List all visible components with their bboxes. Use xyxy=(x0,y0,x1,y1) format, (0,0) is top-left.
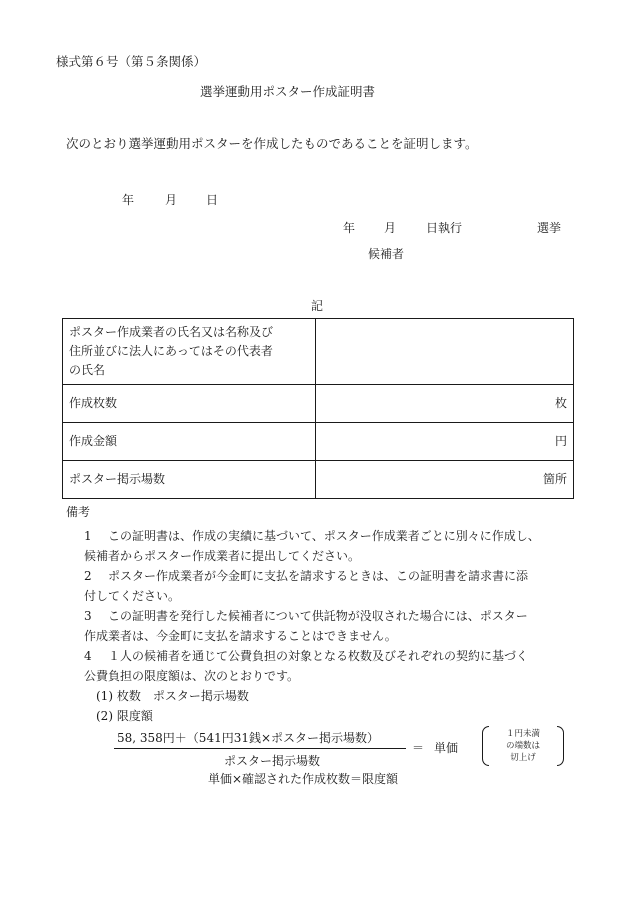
intro-statement: 次のとおり選挙運動用ポスターを作成したものであることを証明します。 xyxy=(66,136,478,151)
sub-item-limit: (2) 限度額 xyxy=(96,709,153,723)
remark-line: 付してください。 xyxy=(84,589,181,603)
amount-value[interactable] xyxy=(316,423,574,461)
remark-line: 候補者からポスター作成業者に提出してください。 xyxy=(84,549,361,563)
rounding-note-line: １円未満 xyxy=(505,729,540,739)
remark-number: 4 xyxy=(84,649,92,663)
sub-item-count: (1) 枚数 ポスター掲示場数 xyxy=(96,689,249,703)
table-row xyxy=(63,461,574,499)
formula-equals: ＝ xyxy=(412,741,425,755)
sites-value[interactable] xyxy=(316,461,574,499)
date-day: 日 xyxy=(206,193,219,207)
formula-limit: 単価×確認された作成枚数＝限度額 xyxy=(208,772,399,786)
remark-number: 2 xyxy=(84,569,92,583)
remark-line: この証明書を発行した候補者について供託物が没収された場合には、ポスター xyxy=(108,609,528,623)
election-year: 年 xyxy=(343,221,356,235)
remark-line: 公費負担の限度額は、次のとおりです。 xyxy=(84,669,300,683)
formula-result: 単価 xyxy=(434,741,459,755)
election-day-exec: 日執行 xyxy=(426,221,463,235)
remark-line: ポスター作成業者が今金町に支払を請求するときは、この証明書を請求書に添 xyxy=(108,569,529,583)
table-row xyxy=(63,423,574,461)
date-month: 月 xyxy=(165,193,178,207)
fraction-bar xyxy=(114,748,406,749)
formula-denominator: ポスター掲示場数 xyxy=(224,754,321,768)
remark-number: 1 xyxy=(84,529,92,543)
rounding-note-line: の端数は xyxy=(505,741,540,751)
election-month: 月 xyxy=(384,221,397,235)
rounding-note-line: 切上げ xyxy=(510,753,536,763)
table-row xyxy=(63,319,574,385)
amount-unit: 円 xyxy=(554,434,567,448)
label-line: 住所並びに法人にあってはその代表者 xyxy=(69,344,273,358)
sites-unit: 箇所 xyxy=(542,472,567,486)
right-paren-icon xyxy=(557,726,564,766)
remarks-heading: 備考 xyxy=(66,505,91,519)
left-paren-icon xyxy=(482,726,489,766)
remark-line: １人の候補者を通じて公費負担の対象となる枚数及びそれぞれの契約に基づく xyxy=(108,649,529,663)
remark-line: この証明書は、作成の実績に基づいて、ポスター作成業者ごとに別々に作成し、 xyxy=(108,529,540,543)
quantity-value[interactable] xyxy=(316,385,574,423)
amount-label: 作成金額 xyxy=(63,423,316,461)
date-year: 年 xyxy=(122,193,135,207)
maker-name-label xyxy=(63,319,316,385)
label-line: の氏名 xyxy=(69,363,106,377)
table-row xyxy=(63,385,574,423)
election-label: 選挙 xyxy=(537,221,562,235)
maker-name-value[interactable] xyxy=(316,319,574,385)
form-number: 様式第６号（第５条関係） xyxy=(56,54,207,69)
ki-heading: 記 xyxy=(311,299,324,313)
certificate-table xyxy=(62,318,574,499)
quantity-label: 作成枚数 xyxy=(63,385,316,423)
label-line: ポスター作成業者の氏名又は名称及び xyxy=(69,325,274,339)
quantity-unit: 枚 xyxy=(554,396,567,410)
rounding-note xyxy=(492,728,554,764)
remark-line: 作成業者は、今金町に支払を請求することはできません。 xyxy=(84,629,397,643)
candidate-label: 候補者 xyxy=(368,247,405,261)
sites-label: ポスター掲示場数 xyxy=(63,461,316,499)
document-title: 選挙運動用ポスター作成証明書 xyxy=(200,84,376,99)
remark-number: 3 xyxy=(84,609,92,623)
formula-numerator: 58, 358円＋（541円31銭×ポスター掲示場数） xyxy=(117,731,380,745)
